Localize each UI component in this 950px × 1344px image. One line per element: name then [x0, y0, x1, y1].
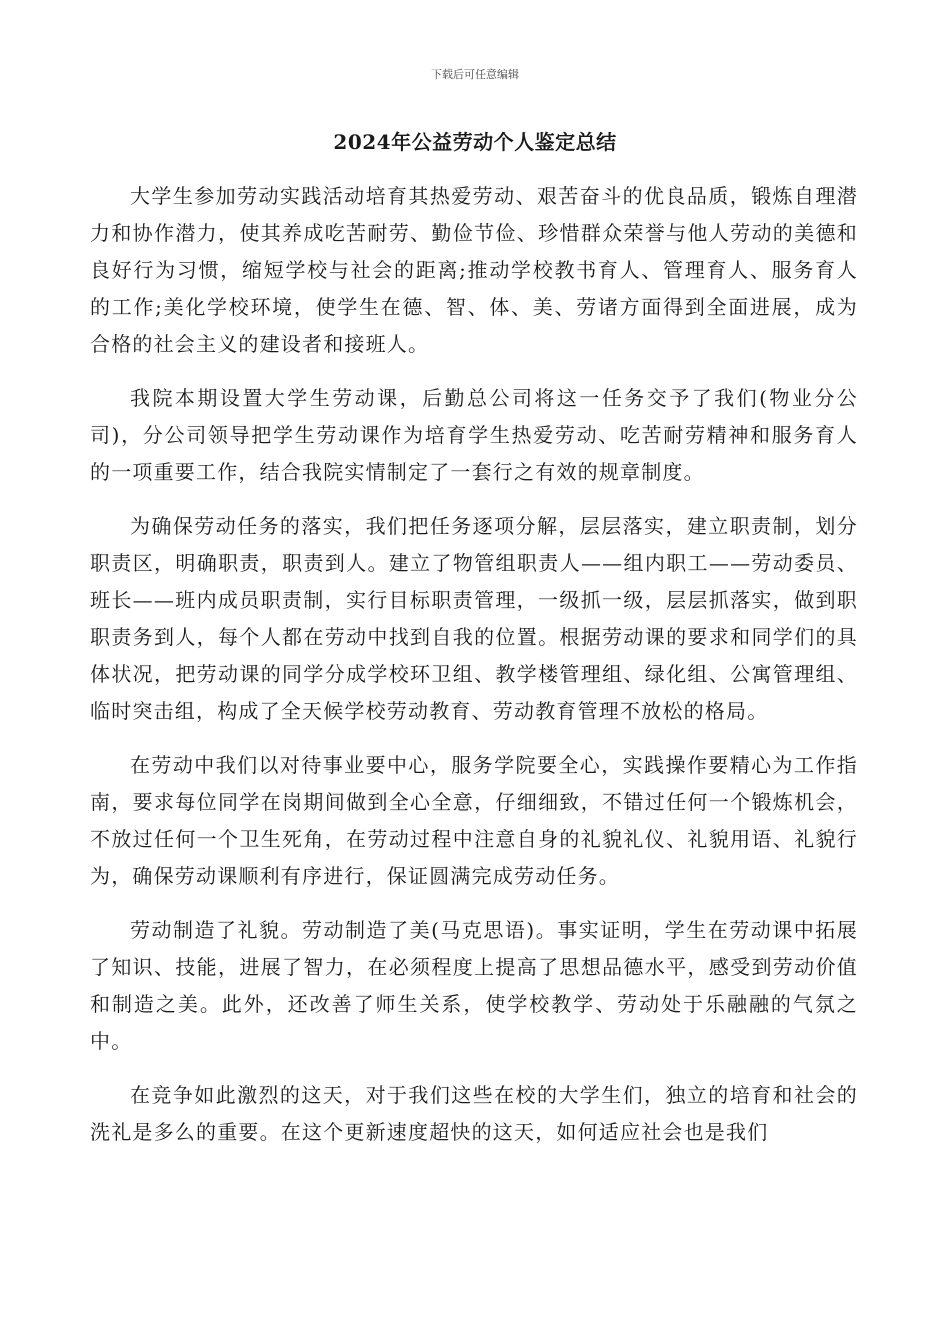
- document-title: 2024年公益劳动个人鉴定总结: [333, 130, 617, 154]
- paragraph-1: 大学生参加劳动实践活动培育其热爱劳动、艰苦奋斗的优良品质，锻炼自理潜力和协作潜力，使其养成吃苦耐劳、勤俭节俭、珍惜群众荣誉与他人劳动的美德和良好行为习惯，缩短学校与社会的距离;推动学校教书育人、管理育人、服务育人的工作;美化学校环境，使学生在德、智、体、美、劳诸方面得到全面进展，成为合格的社会主义的建设者和接班人。: [90, 184, 858, 356]
- document-body: [90, 178, 858, 1168]
- paragraph-5: 劳动制造了礼貌。劳动制造了美(马克思语)。事实证明，学生在劳动课中拓展了知识、技能，进展了智力，在必须程度上提高了思想品德水平，感受到劳动价值和制造之美。此外，还改善了师生关系，使学校教学、劳动处于乐融融的气氛之中。: [90, 918, 858, 1053]
- paragraph-4: 在劳动中我们以对待事业要中心，服务学院要全心，实践操作要精心为工作指南，要求每位同学在岗期间做到全心全意，仔细细致，不错过任何一个锻炼机会，不放过任何一个卫生死角，在劳动过程中注意自身的礼貌礼仪、礼貌用语、礼貌行为，确保劳动课顺利有序进行，保证圆满完成劳动任务。: [90, 753, 858, 888]
- paragraph-3: 为确保劳动任务的落实，我们把任务逐项分解，层层落实，建立职责制，划分职责区，明确职责，职责到人。建立了物管组职责人——组内职工——劳动委员、班长——班内成员职责制，实行目标职责管理，一级抓一级，层层抓落实，做到职职责务到人，每个人都在劳动中找到自我的位置。根据劳动课的要求和同学们的具体状况，把劳动课的同学分成学校环卫组、教学楼管理组、绿化组、公寓管理组、临时突击组，构成了全天候学校劳动教育、劳动教育管理不放松的格局。: [90, 514, 858, 723]
- paragraph-2: 我院本期设置大学生劳动课，后勤总公司将这一任务交予了我们(物业分公司)，分公司领导把学生劳动课作为培育学生热爱劳动、吃苦耐劳精神和服务育人的一项重要工作，结合我院实情制定了一套行之有效的规章制度。: [90, 386, 858, 484]
- header-note: 下载后可任意编辑: [431, 68, 519, 81]
- paragraph-6: 在竞争如此激烈的这天，对于我们这些在校的大学生们，独立的培育和社会的洗礼是多么的重要。在这个更新速度超快的这天，如何适应社会也是我们: [90, 1083, 858, 1144]
